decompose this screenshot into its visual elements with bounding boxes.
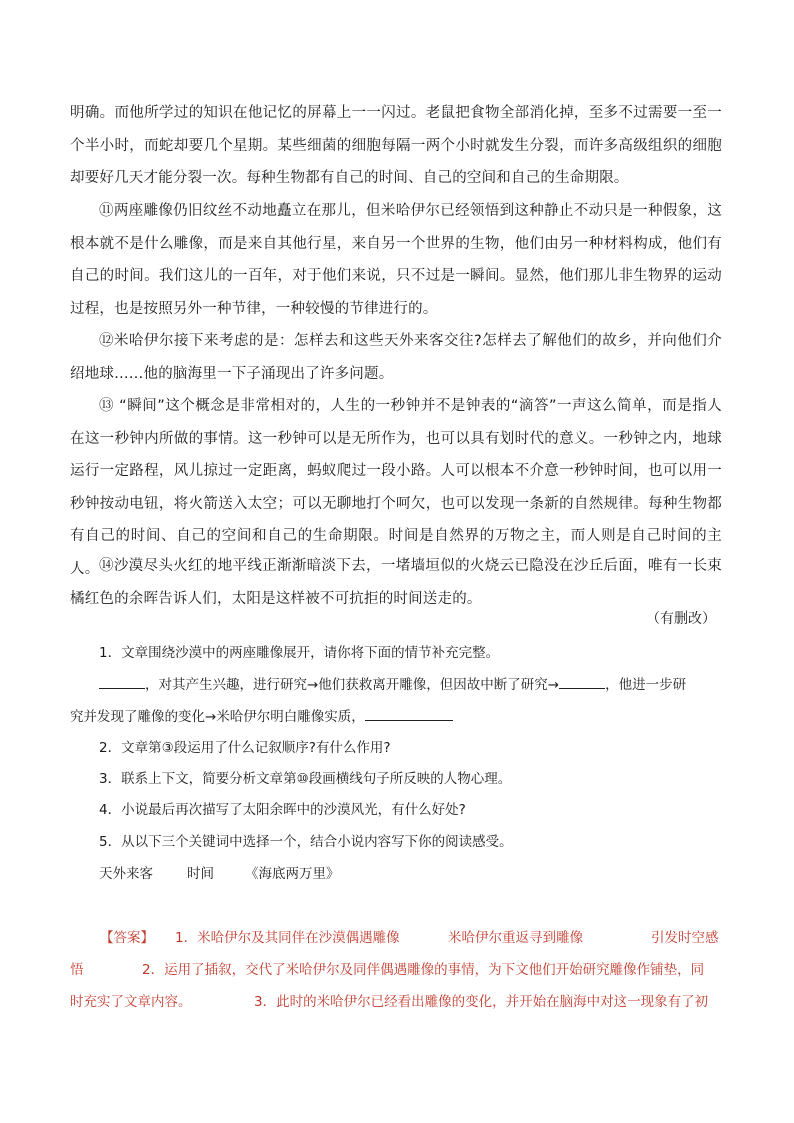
paragraph-13: ⑬ “瞬间”这个概念是非常相对的，人生的一秒钟并不是钟表的“滴答”一声这么简单，而是指人在这一秒钟内所做的事情。这一秒钟可以是无所作为，也可以具有划时代的意义。一秒钟之内，地球运行一定路程，风儿掠过一定距离，蚂蚁爬过一段小路。人可以根本不介意一秒钟时间，也可以用一秒钟按动电钮，将火箭送入太空；可以无聊地打个呵欠，也可以发现一条新的自然规律。每种生物都有自己的时间、自己的空间和自己的生命期限。时间是自然界的万物之主，而人则是自己时间的主人。 (70, 398, 722, 577)
answer-blank-2[interactable] (559, 674, 605, 689)
answer-1-part-a: 1．米哈伊尔及其同伴在沙漠偶遇雕像 (175, 930, 400, 946)
question-4: 4．小说最后再次描写了太阳余晖中的沙漠风光，有什么好处? (99, 802, 466, 818)
keyword-1: 天外来客 (99, 866, 153, 882)
paragraph-14: ⑭沙漠尽头火红的地平线正渐渐暗淡下去，一堵墙垣似的火烧云已隐没在沙丘后面，唯有一长束橘红色的余晖告诉人们，太阳是这样被不可抗拒的时间送走的。 (70, 558, 722, 607)
keyword-2: 时间 (187, 866, 214, 882)
question-3: 3．联系上下文，简要分析文章第⑩段画横线句子所反映的人物心理。 (99, 771, 512, 787)
answer-2: 2．运用了插叙，交代了米哈伊尔及同伴偶遇雕像的事情，为下文他们开始研究雕像作铺垫，同 (142, 962, 705, 978)
answer-1-part-b: 米哈伊尔重返寻到雕像 (448, 930, 583, 946)
edit-note: （有删改） (646, 611, 716, 627)
answer-1-part-c: 引发时空感 (651, 930, 719, 946)
answer-2-cont: 时充实了文章内容。 (70, 994, 192, 1010)
answer-tag: 【答案】 (100, 930, 154, 946)
question-1-blanks (70, 669, 722, 733)
paragraph-11: ⑪两座雕像仍旧纹丝不动地矗立在那儿，但米哈伊尔已经领悟到这种静止不动只是一种假象，这根本就不是什么雕像，而是来自其他行星，来自另一个世界的生物，他们由另一种材料构成，他们有自己的时间。我们这儿的一百年，对于他们来说，只不过是一瞬间。显然，他们那儿非生物界的运动过程，也是按照另外一种节律，一种较慢的节律进行的。 (70, 203, 722, 317)
question-1: 1．文章围绕沙漠中的两座雕像展开，请你将下面的情节补充完整。 (99, 645, 500, 661)
blank-text-a: ，对其产生兴趣，进行研究→他们获救离开雕像，但因故中断了研究→ (145, 677, 560, 693)
question-5: 5．从以下三个关键词中选择一个，结合小说内容写下你的阅读感受。 (99, 834, 513, 850)
answer-blank-3[interactable] (365, 706, 453, 721)
keyword-3: 《海底两万里》 (245, 866, 340, 882)
answer-blank-1[interactable] (99, 674, 145, 689)
paragraph-10: 明确。而他所学过的知识在他记忆的屏幕上一一闪过。老鼠把食物全部消化掉，至多不过需要一至一个半小时，而蛇却要几个星期。某些细菌的细胞每隔一两个小时就发生分裂，而许多高级组织的细胞却要好几天才能分裂一次。每种生物都有自己的时间、自己的空间和自己的生命期限。 (70, 105, 722, 186)
blank-text-b: ，他进一步研 (605, 677, 687, 693)
question-2: 2．文章第③段运用了什么记叙顺序?有什么作用? (99, 740, 391, 756)
blank-text-c: 究并发现了雕像的变化→米哈伊尔明白雕像实质， (70, 709, 365, 725)
answer-1-part-d: 悟 (70, 962, 84, 978)
paragraph-12: ⑫米哈伊尔接下来考虑的是：怎样去和这些天外来客交往?怎样去了解他们的故乡，并向他们介绍地球……他的脑海里一下子涌现出了许多问题。 (70, 333, 722, 382)
answer-3: 3．此时的米哈伊尔已经看出雕像的变化，并开始在脑海中对这一现象有了初 (254, 994, 709, 1010)
answer-block (70, 922, 722, 1018)
